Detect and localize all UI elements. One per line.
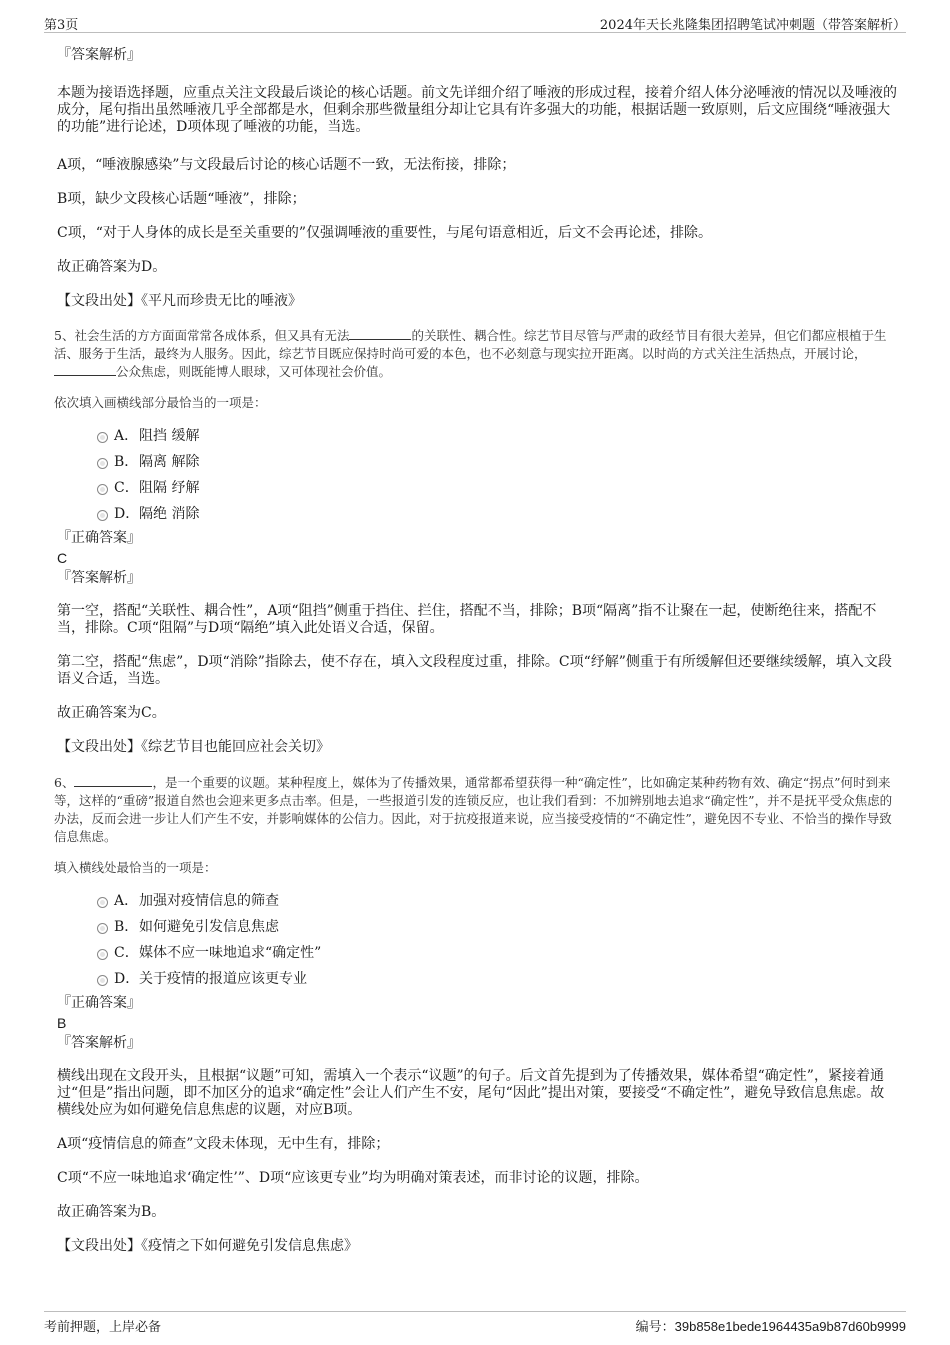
option-d[interactable]: D．隔绝 消除 xyxy=(57,501,897,527)
correct-answer: C xyxy=(57,550,68,566)
radio-icon[interactable] xyxy=(97,949,108,960)
option-d[interactable]: D．关于疫情的报道应该更专业 xyxy=(57,966,897,992)
radio-icon[interactable] xyxy=(97,484,108,495)
radio-icon[interactable] xyxy=(97,923,108,934)
option-b[interactable]: B．隔离 解除 xyxy=(57,449,897,475)
document-code xyxy=(636,1316,906,1335)
analysis-conclusion: 故正确答案为B。 xyxy=(57,1204,166,1220)
document-title: 2024年天长兆隆集团招聘笔试冲刺题（带答案解析） xyxy=(599,18,906,33)
option-c[interactable]: C．媒体不应一味地追求“确定性” xyxy=(57,940,897,966)
analysis-heading: 『答案解析』 xyxy=(57,1035,141,1051)
question-stem: 5、社会生活的方方面面常常各成体系，但又具有无法 的关联性、耦合性。综艺节目尽管与严肃的政经节目有很大差异，但它们都应根植于生活、服务于生活，最终为人服务。因此，综艺节目既应保持时尚可爱的本色，也不必刻意与现实拉开距离。以时尚的方式关注生活热点，开展讨论，公众焦虑，则既能博人眼球，又可体现社会价值。 xyxy=(54,328,887,379)
page-header xyxy=(44,12,906,33)
page-footer xyxy=(44,1311,906,1335)
fill-blank xyxy=(74,774,152,787)
radio-icon[interactable] xyxy=(97,510,108,521)
question-prompt: 依次填入画横线部分最恰当的一项是： xyxy=(54,395,267,410)
option-list xyxy=(57,888,897,992)
analysis-heading: 『答案解析』 xyxy=(57,47,141,63)
correct-answer-heading: 『正确答案』 xyxy=(57,995,141,1011)
radio-icon[interactable] xyxy=(97,432,108,443)
option-list xyxy=(57,423,897,527)
analysis-conclusion: 故正确答案为D。 xyxy=(57,259,167,275)
option-c[interactable]: C．阻隔 纾解 xyxy=(57,475,897,501)
fill-blank xyxy=(54,363,116,376)
radio-icon[interactable] xyxy=(97,897,108,908)
question-6 xyxy=(54,774,897,1255)
radio-icon[interactable] xyxy=(97,458,108,469)
analysis-paragraph-1: 横线出现在文段开头，且根据“议题”可知，需填入一个表示“议题”的句子。后文首先提到为了传播效果，媒体希望“确定性”，紧接着通过“但是”指出问题，即不加区分的追求“确定性”会让人们产生不安，尾句“因此”提出对策，要接受“不确定性”，避免导致信息焦虑。故横线处应为如何避免信息焦虑的议题，对应B项。 xyxy=(57,1068,885,1118)
question-stem: 6、 ，是一个重要的议题。某种程度上，媒体为了传播效果，通常都希望获得一种“确定性”，比如确定某种药物有效、确定“拐点”何时到来等，这样的“重磅”报道自然也会迎来更多点击率。但是，一些报道引发的连锁反应，也让我们看到：不加辨别地去追求“确定性”，并不是抚平受众焦虑的办法，反而会进一步让人们产生不安，并影响媒体的公信力。因此，对于抗疫报道来说，应当接受疫情的“不确定性”，避免因不专业、不恰当的操作导致信息焦虑。 xyxy=(54,775,893,844)
page-number: 第3页 xyxy=(44,18,79,33)
footer-slogan: 考前押题，上岸必备 xyxy=(44,1320,162,1335)
analysis-paragraph-2: A项“疫情信息的筛查”文段未体现，无中生有，排除； xyxy=(57,1136,390,1152)
analysis-heading: 『答案解析』 xyxy=(57,570,141,586)
correct-answer: B xyxy=(57,1015,67,1031)
correct-answer-heading: 『正确答案』 xyxy=(57,530,141,546)
option-a[interactable]: A．阻挡 缓解 xyxy=(57,423,897,449)
source-citation: 【文段出处】《疫情之下如何避免引发信息焦虑》 xyxy=(57,1238,358,1254)
prev-question-analysis xyxy=(57,47,897,310)
code-value: 39b858e1bede1964435a9b87d60b9999 xyxy=(674,1319,906,1334)
radio-icon[interactable] xyxy=(97,975,108,986)
analysis-option-c: C项，“对于人身体的成长是至关重要的”仅强调唾液的重要性，与尾句语意相近，后文不会再论述，排除。 xyxy=(57,225,713,241)
analysis-paragraph: 本题为接语选择题，应重点关注文段最后谈论的核心话题。前文先详细介绍了唾液的形成过程，接着介绍人体分泌唾液的情况以及唾液的成分，尾句指出虽然唾液几乎全部都是水，但剩余那些微量组分却让它具有许多强大的功能，根据话题一致原则，后文应围绕“唾液强大的功能”进行论述，D项体现了唾液的功能，当选。 xyxy=(57,85,897,135)
fill-blank xyxy=(349,327,411,340)
option-a[interactable]: A．加强对疫情信息的筛查 xyxy=(57,888,897,914)
question-prompt: 填入横线处最恰当的一项是： xyxy=(54,860,217,875)
page-content xyxy=(54,44,897,1255)
code-label: 编号： xyxy=(635,1320,675,1335)
analysis-option-b: B项，缺少文段核心话题“唾液”，排除； xyxy=(57,191,306,207)
analysis-paragraph-2: 第二空，搭配“焦虑”，D项“消除”指除去，使不存在，填入文段程度过重，排除。C项“纾解”侧重于有所缓解但还要继续缓解，填入文段语义合适，当选。 xyxy=(57,654,892,687)
question-5 xyxy=(54,327,897,756)
analysis-option-a: A项，“唾液腺感染”与文段最后讨论的核心话题不一致，无法衔接，排除； xyxy=(57,157,516,173)
analysis-paragraph-3: C项“不应一味地追求‘确定性’”、D项“应该更专业”均为明确对策表述，而非讨论的议题，排除。 xyxy=(57,1170,649,1186)
analysis-conclusion: 故正确答案为C。 xyxy=(57,705,166,721)
analysis-paragraph-1: 第一空，搭配“关联性、耦合性”，A项“阻挡”侧重于挡住、拦住，搭配不当，排除；B项“隔离”指不让聚在一起，使断绝往来，搭配不当，排除。C项“阻隔”与D项“隔绝”填入此处语义合适，保留。 xyxy=(57,603,877,636)
option-b[interactable]: B．如何避免引发信息焦虑 xyxy=(57,914,897,940)
source-citation: 【文段出处】《平凡而珍贵无比的唾液》 xyxy=(57,293,302,309)
source-citation: 【文段出处】《综艺节目也能回应社会关切》 xyxy=(57,739,330,755)
